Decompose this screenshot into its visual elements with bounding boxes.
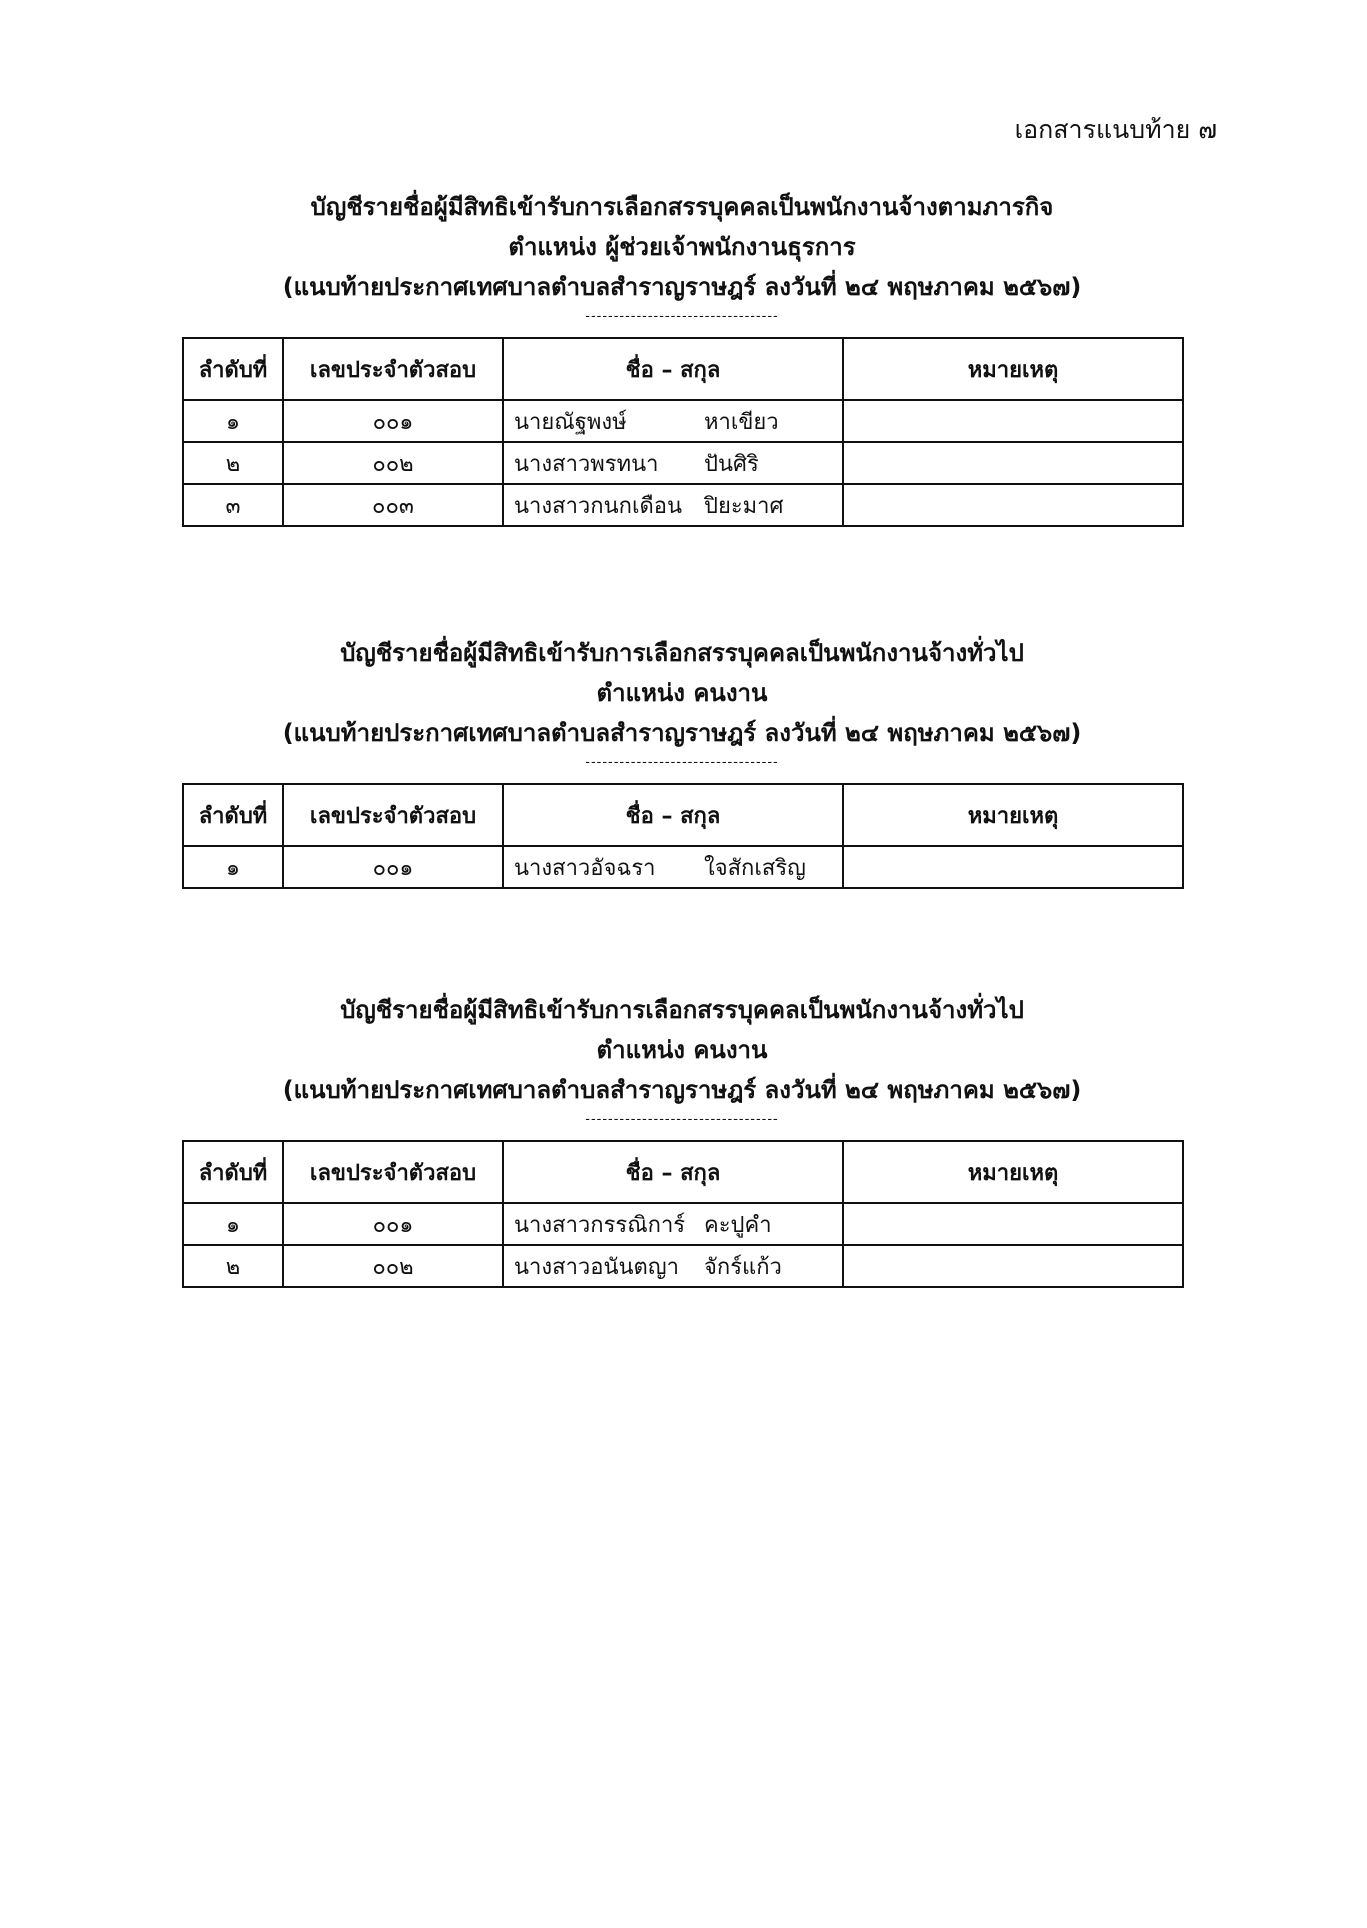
- header-name: ชื่อ – สกุล: [503, 784, 843, 846]
- last-name: ปันศิริ: [704, 451, 759, 477]
- row-order: ๒: [183, 442, 283, 484]
- table-row: [183, 400, 1183, 442]
- first-name: นางสาวกนกเดือน: [514, 493, 683, 519]
- separator: ----------------------------------: [585, 309, 779, 324]
- row-order: ๓: [183, 484, 283, 526]
- header-exam-id: เลขประจำตัวสอบ: [283, 1141, 503, 1203]
- first-name: นางสาวอนันตญา: [514, 1254, 679, 1280]
- row-exam-id: ๐๐๒: [283, 442, 503, 484]
- header-exam-id: เลขประจำตัวสอบ: [283, 338, 503, 400]
- header-order: ลำดับที่: [183, 784, 283, 846]
- row-name: [503, 400, 843, 442]
- row-name: [503, 442, 843, 484]
- row-order: ๑: [183, 400, 283, 442]
- row-name: [503, 1203, 843, 1245]
- row-remark: [843, 1203, 1183, 1245]
- header-name: ชื่อ – สกุล: [503, 1141, 843, 1203]
- last-name: หาเขียว: [704, 409, 779, 435]
- section-title: บัญชีรายชื่อผู้มีสิทธิเข้ารับการเลือกสรรบุคคลเป็นพนักงานจ้างตามภารกิจ: [310, 193, 1054, 221]
- section-reference: (แนบท้ายประกาศเทศบาลตำบลสำราญราษฎร์ ลงวันที่ ๒๔ พฤษภาคม ๒๕๖๗): [282, 719, 1082, 747]
- separator: ----------------------------------: [585, 1112, 779, 1127]
- header-remark: หมายเหตุ: [843, 1141, 1183, 1203]
- row-order: ๑: [183, 1203, 283, 1245]
- section-reference: (แนบท้ายประกาศเทศบาลตำบลสำราญราษฎร์ ลงวันที่ ๒๔ พฤษภาคม ๒๕๖๗): [282, 273, 1082, 301]
- table-row: [183, 442, 1183, 484]
- first-name: นายณัฐพงษ์: [514, 409, 627, 435]
- first-name: นางสาวอัจฉรา: [514, 855, 656, 881]
- last-name: คะปูคำ: [704, 1212, 772, 1238]
- roster-table: [182, 337, 1184, 527]
- roster-section-3: [182, 990, 1182, 1288]
- roster-section-2: [182, 633, 1182, 889]
- table-row: [183, 1203, 1183, 1245]
- header-remark: หมายเหตุ: [843, 338, 1183, 400]
- header-name: ชื่อ – สกุล: [503, 338, 843, 400]
- last-name: จักร์แก้ว: [704, 1254, 782, 1280]
- roster-table: [182, 1140, 1184, 1288]
- table-header-row: [183, 338, 1183, 400]
- table-row: [183, 484, 1183, 526]
- row-remark: [843, 484, 1183, 526]
- row-exam-id: ๐๐๓: [283, 484, 503, 526]
- row-exam-id: ๐๐๒: [283, 1245, 503, 1287]
- section-position: ตำแหน่ง คนงาน: [596, 1036, 768, 1064]
- row-remark: [843, 400, 1183, 442]
- row-order: ๒: [183, 1245, 283, 1287]
- roster-section-1: [182, 187, 1182, 527]
- first-name: นางสาวกรรณิการ์: [514, 1212, 686, 1238]
- table-header-row: [183, 784, 1183, 846]
- roster-table: [182, 783, 1184, 889]
- header-order: ลำดับที่: [183, 338, 283, 400]
- attachment-label: เอกสารแนบท้าย ๗: [1014, 115, 1217, 144]
- row-remark: [843, 846, 1183, 888]
- row-exam-id: ๐๐๑: [283, 400, 503, 442]
- row-name: [503, 1245, 843, 1287]
- row-name: [503, 846, 843, 888]
- last-name: ปิยะมาศ: [704, 493, 784, 519]
- row-remark: [843, 1245, 1183, 1287]
- row-exam-id: ๐๐๑: [283, 846, 503, 888]
- header-remark: หมายเหตุ: [843, 784, 1183, 846]
- section-position: ตำแหน่ง ผู้ช่วยเจ้าพนักงานธุรการ: [508, 233, 856, 261]
- separator: ----------------------------------: [585, 755, 779, 770]
- last-name: ใจสักเสริญ: [704, 855, 806, 881]
- first-name: นางสาวพรทนา: [514, 451, 659, 477]
- row-remark: [843, 442, 1183, 484]
- section-reference: (แนบท้ายประกาศเทศบาลตำบลสำราญราษฎร์ ลงวันที่ ๒๔ พฤษภาคม ๒๕๖๗): [282, 1076, 1082, 1104]
- table-row: [183, 1245, 1183, 1287]
- table-row: [183, 846, 1183, 888]
- section-position: ตำแหน่ง คนงาน: [596, 679, 768, 707]
- table-header-row: [183, 1141, 1183, 1203]
- row-name: [503, 484, 843, 526]
- header-order: ลำดับที่: [183, 1141, 283, 1203]
- section-title: บัญชีรายชื่อผู้มีสิทธิเข้ารับการเลือกสรรบุคคลเป็นพนักงานจ้างทั่วไป: [340, 639, 1024, 667]
- section-title: บัญชีรายชื่อผู้มีสิทธิเข้ารับการเลือกสรรบุคคลเป็นพนักงานจ้างทั่วไป: [340, 996, 1024, 1024]
- row-exam-id: ๐๐๑: [283, 1203, 503, 1245]
- header-exam-id: เลขประจำตัวสอบ: [283, 784, 503, 846]
- row-order: ๑: [183, 846, 283, 888]
